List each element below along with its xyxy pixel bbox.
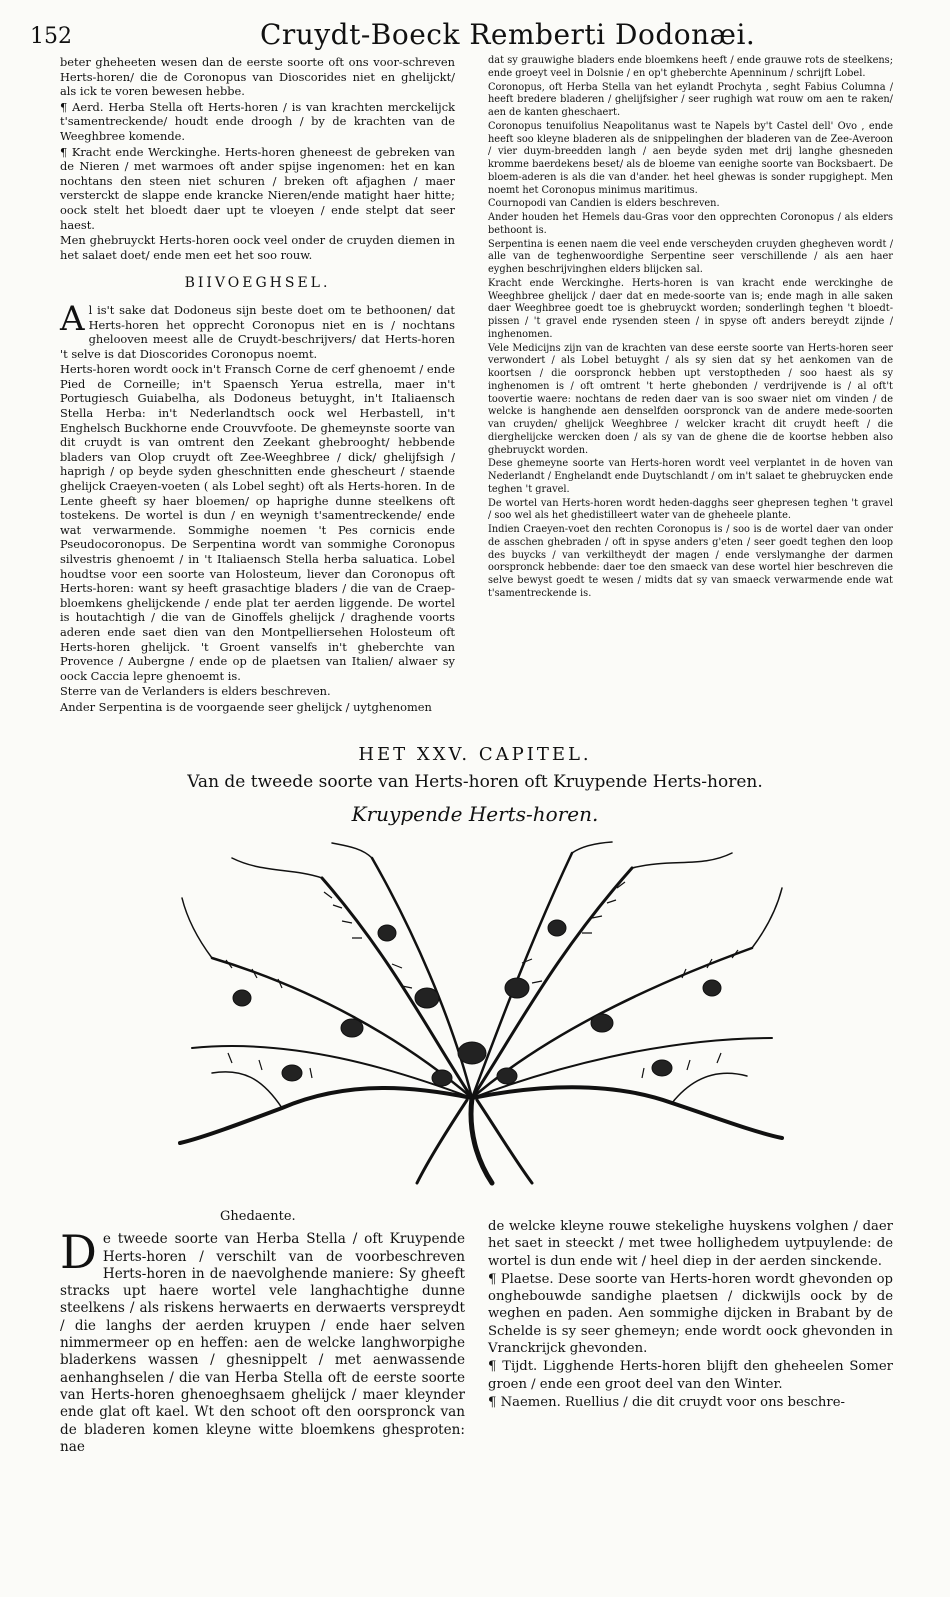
- paragraph: ¶ Aerd. Herba Stella oft Herts-horen / is van krachten merckelijck t'samentreckende/ houdt ende droogh / by de krachten van de Weeghbree komende.: [60, 99, 455, 143]
- paragraph: Serpentina is eenen naem die veel ende verscheyden cruyden ghegheven wordt / alle van de teghenwoordighe Serpentine seer verschillende / als aen haer eyghen beschrijvinghen elders blijcken sal.: [488, 238, 893, 275]
- top-left-column: [60, 55, 455, 716]
- paragraph: ¶ Tijdt. Ligghende Herts-horen blijft den gheheelen Somer groen / ende een groot deel van den Winter.: [488, 1359, 893, 1392]
- paragraph: Men ghebruyckt Herts-horen oock veel onder de cruyden diemen in het salaet doet/ ende men eet het soo rouw.: [60, 233, 455, 262]
- paragraph: Kracht ende Werckinghe. Herts-horen is van kracht ende werckinghe de Weeghbree ghelijck / daer dat en mede-soorte van is; ende magh in alle saken daer Weeghbree goedt toe is ghebruyckt worden; sonderlingh teghen 't bloedt-pissen / 't gravel ende rysenden steen / in spyse oft anders bereydt zijnde / inghenomen.: [488, 277, 893, 340]
- paragraph: Indien Craeyen-voet den rechten Coronopus is / soo is de wortel daer van onder de asschen ghebraden / oft in spyse anders g'eten / seer goedt teghen den loop des buycks / van verkiltheydt der magen / ende verslymanghe der darmen oorspronck hebbende: daer toe den smaeck van dese wortel hier beschreven die selve bewyst goedt te wesen / midts dat sy van smaeck verwarmende ende wat t'samentreckende is.: [488, 524, 893, 599]
- bottom-left-column: [60, 1208, 465, 1457]
- paragraph: ¶ Naemen. Ruellius / die dit cruydt voor ons beschre-: [488, 1394, 845, 1410]
- section-label: Ghedaente.: [220, 1209, 296, 1224]
- chapter-subtitle: Van de tweede soorte van Herts-horen oft Kruypende Herts-horen.: [187, 772, 763, 792]
- paragraph: Coronopus, oft Herba Stella van het eylandt Prochyta , seght Fabius Columna / heeft bredere bladeren / ghelijfsigher / seer rughigh wat rouw om aen te raken/ aen de kanten gheschaert.: [488, 81, 893, 118]
- paragraph: Herts-horen wordt oock in't Fransch Corne de cerf ghenoemt / ende Pied de Corneille; in't Spaensch Yerua estrella, maer in't Portugiesch Guiabelha, als Dodoneus betuyght, in't Italiaensch Stella Herba: in't Nederlandtsch oock wel Herbastell, in't Enghelsch Buckhorne ende Crouvvfoote. De ghemeynste soorte van dit cruydt is van omtrent den Zeekant ghebrooght/ hebbende bladers van Olop cruydt oft Zee-Weeghbree / dick/ ghelijfsigh / haprigh / op beyde syden gheschnitten ende ghescheurt / staende ghelijck Craeyen-voeten ( als Lobel seght) oft als Herts-horen. In de Lente gheeft sy haer bloemen/ op haprighe dunne steelkens oft tostekens. De wortel is dun / en weynigh t'samentreckende/ ende wat verwarmende. Sommighe noemen 't Pes cornicis ende Pseudocoronopus. De Serpentina wordt van sommighe Coronopus silvestris ghenoemt / in 't Italiaensch Stella herba saluatica. Lobel houdtse voor een soorte van Holosteum, liever dan Coronopus oft Herts-horen: want sy heeft grasachtige bladers / die van de Craep-bloemkens ghelijckende / ende plat ter aerden liggende. De wortel is houtachtigh / die van de Ginoffels ghelijck / draghende voorts aderen ende saet dien van den Montpelliersehen Holosteum oft Herts-horen ghelijck. 't Groent vanselfs in't gheberchte van Provence / Aubergne / ende op de plaetsen van Italien/ alwaer sy oock Caccia lepre ghenoemt is.: [60, 362, 455, 683]
- paragraph: dat sy grauwighe bladers ende bloemkens heeft / ende grauwe rots de steelkens; ende groeyt veel in Dolsnie / en op't gheberchte Apenninum / schrijft Lobel.: [488, 55, 893, 79]
- bottom-right-column: [488, 1218, 893, 1412]
- plant-label: Kruypende Herts-horen.: [351, 802, 599, 826]
- paragraph: Dese ghemeyne soorte van Herts-horen wordt veel verplantet in de hoven van Nederlandt / Enghelandt ende Duytschlandt / om in't salaet te ghebruycken ende teghen 't gravel.: [488, 458, 893, 495]
- paragraph: Cournopodi van Candien is elders beschreven.: [488, 198, 720, 210]
- chapter-heading: HET XXV. CAPITEL.: [358, 744, 592, 765]
- paragraph: ¶ Kracht ende Werckinghe. Herts-horen gheneest de gebreken van de Nieren / met warmoes oft ander spijse ingenomen: het en kan nochtans den steen niet schuren / breken oft afjaghen / maer versterckt de slappe ende krancke Nieren/ende matight haer hitte; oock stelt het bloedt daer upt te vloeyen / ende stelpt dat seer haest.: [60, 144, 455, 232]
- paragraph: De wortel van Herts-horen wordt heden-dagghs seer ghepresen teghen 't gravel / soo wel als het ghedistilleert water van de gheheele plante.: [488, 497, 893, 522]
- addition-heading: BIIVOEGHSEL.: [184, 275, 331, 292]
- paragraph: de welcke kleyne rouwe stekelighe huyskens volghen / daer het saet in steeckt / met twee hollighedem uytpuylende: de wortel is dun ende wit / heel diep in der aerden sinckende.: [488, 1219, 893, 1269]
- top-right-column: [488, 55, 893, 602]
- paragraph: Sterre van de Verlanders is elders beschreven.: [60, 684, 331, 699]
- paragraph: Al is't sake dat Dodoneus sijn beste doet om te bethoonen/ dat Herts-horen het opprecht Coronopus niet en is / nochtans ghelooven meest alle de Cruydt-beschrijvers/ dat Herts-horen 't selve is dat Dioscorides Coronopus noemt.: [60, 298, 455, 361]
- paragraph: beter gheheeten wesen dan de eerste soorte oft ons voor-schreven Herts-horen/ die de Coronopus van Dioscorides niet en ghelijckt/ als ick te voren bewesen hebbe.: [60, 55, 455, 99]
- paragraph: Coronopus tenuifolius Neapolitanus wast te Napels by't Castel dell' Ovo , ende heeft soo kleyne bladeren als de snippelinghen der bladeren van de Zee-Averoon / vier duym-breedden langh / aen beyde syden met drij langhe ghesneden kromme baerdekens beset/ als de bloeme van eenighe soorte van Bocksbaert. De bloem-aderen is als die van d'ander. het heel ghewas is sonder rupgighept. Men noemt het Coronopus minimus maritimus.: [488, 120, 893, 196]
- running-title: Cruydt-Boeck Remberti Dodonæi.: [260, 18, 756, 51]
- plant-woodcut-illustration: [172, 838, 787, 1188]
- page-number: 152: [30, 24, 72, 49]
- paragraph: Ander houden het Hemels dau-Gras voor den opprechten Coronopus / als elders bethoont is.: [488, 212, 893, 236]
- paragraph: Vele Medicijns zijn van de krachten van dese eerste soorte van Herts-horen seer verwondert / als Lobel betuyght / als sy sien dat sy het aenkomen van de koortsen / die oorspronck hebben upt verstoptheden / soo haest als sy inghenomen is / oft omtrent 't herte ghebonden / verdrijvende is / al oft't toovertie waere: nochtans de reden daer van is soo swaer niet om vinden / de welcke is hanghende aen denselfden oorspronck van de andere mede-soorten van cruyden/ ghelijck Weeghbree / welcker kracht dit cruydt heeft / die dierghelijcke wercken doen / als sy van de ghene die de koortse hebben also ghebruyckt worden.: [488, 342, 893, 456]
- paragraph: Ander Serpentina is de voorgaende seer ghelijck / uytghenomen: [60, 699, 432, 714]
- paragraph: De tweede soorte van Herba Stella / oft Kruypende Herts-horen / verschilt van de voorbeschreven Herts-horen in de naevolghende maniere: Sy gheeft stracks upt haere wortel vele langhachtighe dunne steelkens / als riskens herwaerts en derwaerts verspreydt / die langhs der aerden kruypen / ende haer selven nimmermeer op en heffen: aen de welcke langhworpighe bladerkens wassen / ghesnippelt / met aenwassende aenhanghselen / die van Herba Stella oft de eerste soorte van Herts-horen ghenoeghsaem ghelijck / maer kleynder ende glat oft kael. Wt den schoot oft den oorspronck van de bladeren komen kleyne witte bloemkens ghesproten: nae: [60, 1225, 465, 1455]
- paragraph: ¶ Plaetse. Dese soorte van Herts-horen wordt ghevonden op onghebouwde sandighe plaetsen / dickwijls oock by de weghen en paden. Aen sommighe dijcken in Brabant by de Schelde is sy seer ghemeyn; ende wordt oock ghevonden in Vranckrijck ghevonden.: [488, 1271, 893, 1357]
